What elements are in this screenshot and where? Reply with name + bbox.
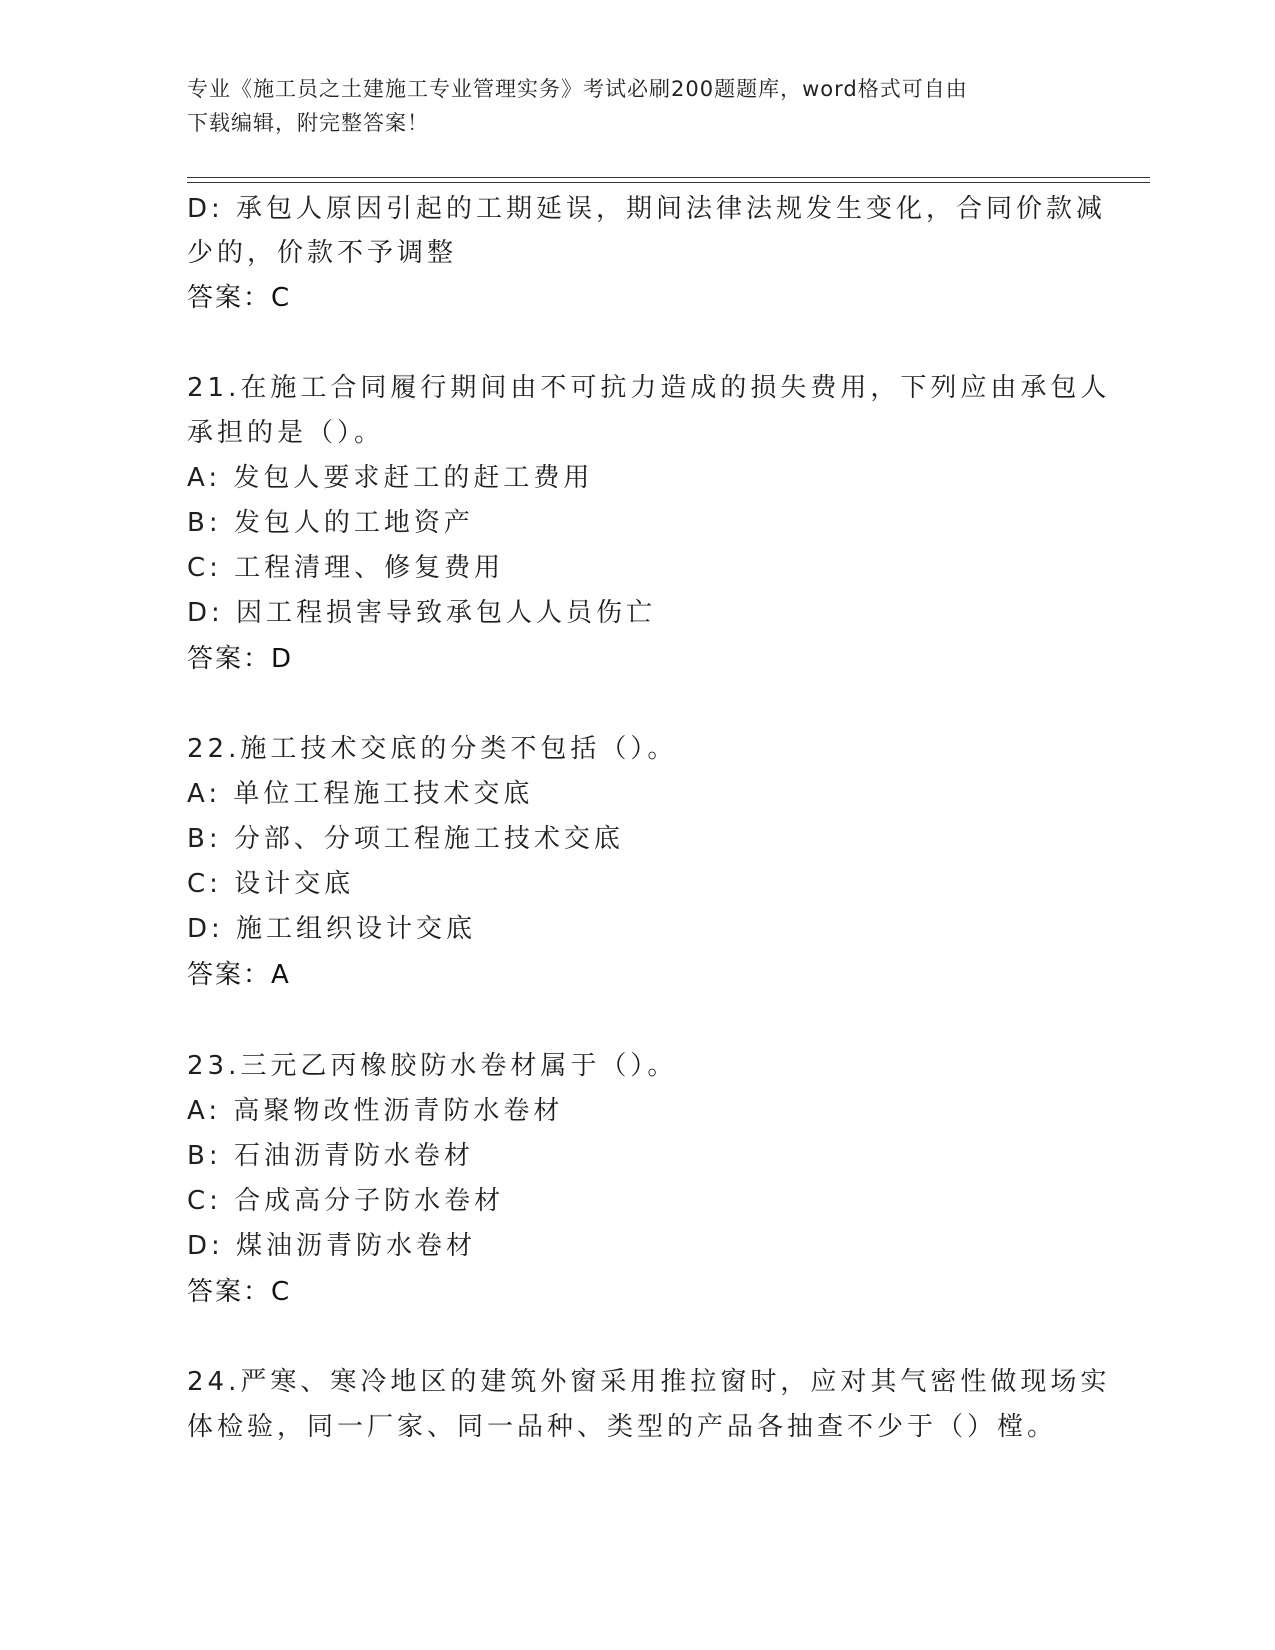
q21-stem-line-1: 21.在施工合同履行期间由不可抗力造成的损失费用，下列应由承包人	[187, 373, 1111, 403]
answer-label: 答案：	[187, 283, 272, 313]
answer-value: C	[271, 283, 291, 313]
q23-stem-line-1: 23.三元乙丙橡胶防水卷材属于（）。	[187, 1051, 678, 1081]
header-divider-top	[187, 177, 1150, 178]
q23-option-a: A: 高聚物改性沥青防水卷材	[187, 1096, 564, 1126]
q21-stem-line-2: 承担的是（）。	[187, 418, 385, 448]
answer-label: 答案：	[187, 644, 272, 674]
header-divider-bottom	[187, 182, 1150, 183]
q21-answer	[187, 643, 292, 675]
prev-option-d-line-1: D: 承包人原因引起的工期延误，期间法律法规发生变化，合同价款减	[187, 194, 1107, 224]
q22-option-b: B: 分部、分项工程施工技术交底	[187, 824, 624, 854]
q22-option-d: D: 施工组织设计交底	[187, 914, 477, 944]
header-line-2: 下载编辑，附完整答案！	[187, 111, 429, 135]
q23-option-c: C: 合成高分子防水卷材	[187, 1186, 505, 1216]
q24-stem-line-1: 24.严寒、寒冷地区的建筑外窗采用推拉窗时，应对其气密性做现场实	[187, 1367, 1111, 1397]
q23-option-b: B: 石油沥青防水卷材	[187, 1141, 474, 1171]
prev-option-d-line-2: 少的，价款不予调整	[187, 238, 458, 268]
q24-stem-line-2: 体检验，同一厂家、同一品种、类型的产品各抽查不少于（）樘。	[187, 1412, 1058, 1442]
answer-label: 答案：	[187, 1277, 272, 1307]
q22-option-a: A: 单位工程施工技术交底	[187, 779, 534, 809]
answer-value: D	[271, 644, 293, 674]
answer-label: 答案：	[187, 960, 272, 990]
q21-option-d: D: 因工程损害导致承包人人员伤亡	[187, 598, 657, 628]
q21-option-b: B: 发包人的工地资产	[187, 508, 474, 538]
q23-answer	[187, 1276, 290, 1308]
q21-option-c: C: 工程清理、修复费用	[187, 553, 505, 583]
prev-answer	[187, 282, 290, 314]
q21-option-a: A: 发包人要求赶工的赶工费用	[187, 463, 594, 493]
header-line-1: 专业《施工员之土建施工专业管理实务》考试必刷200题题库，word格式可自由	[187, 77, 968, 101]
q22-answer	[187, 959, 290, 991]
answer-value: C	[271, 1277, 291, 1307]
q23-option-d: D: 煤油沥青防水卷材	[187, 1231, 477, 1261]
q22-option-c: C: 设计交底	[187, 869, 355, 899]
document-header	[187, 72, 1067, 140]
answer-value: A	[271, 960, 290, 990]
q22-stem-line-1: 22.施工技术交底的分类不包括（）。	[187, 734, 678, 764]
